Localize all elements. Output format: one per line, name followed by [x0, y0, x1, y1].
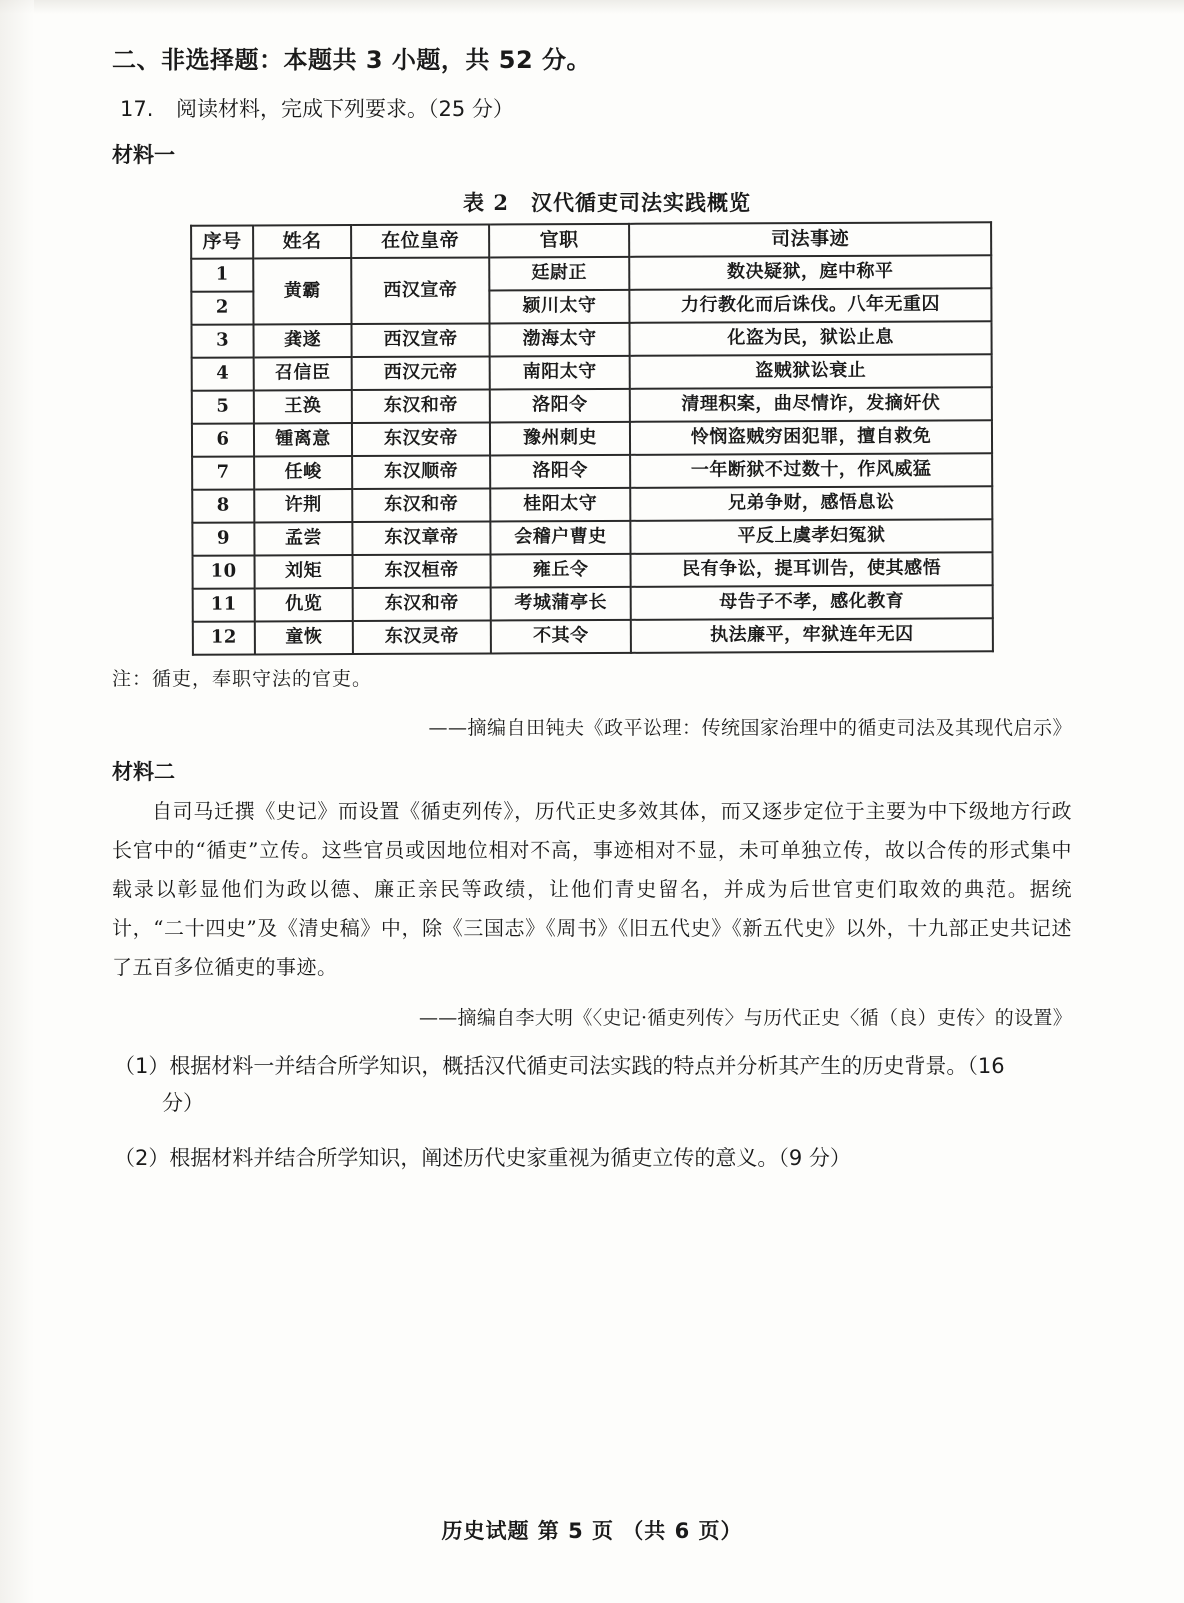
cell-emperor: 东汉安帝 [352, 422, 490, 456]
scan-edge-left [0, 0, 34, 1603]
cell-deed: 怜悯盗贼穷困犯罪，擅自救免 [630, 420, 992, 455]
cell-deed: 兄弟争财，感悟息讼 [630, 486, 992, 521]
cell-name: 许荆 [254, 489, 352, 522]
cell-emperor: 西汉宣帝 [351, 323, 489, 357]
sub-question-1 [112, 1048, 1072, 1122]
table-row [192, 486, 992, 522]
cell-index: 8 [192, 489, 254, 522]
cell-post: 渤海太守 [489, 323, 629, 357]
cell-index: 11 [193, 588, 255, 621]
table-row [193, 585, 993, 621]
question-number: 17. [120, 97, 154, 121]
cell-post: 豫州刺史 [490, 422, 630, 456]
table-row [192, 387, 992, 423]
cell-name: 孟尝 [254, 522, 352, 555]
table-header-row [191, 222, 991, 258]
cell-deed: 民有争讼，提耳训告，使其感悟 [631, 552, 993, 587]
cell-index: 7 [192, 456, 254, 489]
table-note: 注：循吏，奉职守法的官吏。 [112, 668, 373, 690]
cell-post: 考城蒲亭长 [491, 587, 631, 621]
question-17-stem [112, 93, 1072, 123]
table-row [192, 420, 992, 456]
sub-question-1-cont: 分） [162, 1090, 204, 1115]
cell-post: 廷尉正 [489, 257, 629, 291]
cell-name: 任峻 [254, 456, 352, 489]
cell-post: 雍丘令 [491, 554, 631, 588]
cell-name: 童恢 [255, 621, 353, 654]
cell-emperor: 东汉章帝 [352, 521, 490, 555]
table-block [112, 187, 1072, 654]
table-row [192, 519, 992, 555]
cell-deed: 力行教化而后诛伐。八年无重囚 [629, 288, 991, 323]
cell-emperor: 东汉和帝 [353, 587, 491, 621]
table-row [193, 618, 993, 654]
cell-deed: 母告子不孝，感化教育 [631, 585, 993, 620]
cell-deed: 化盗为民，狱讼止息 [629, 321, 991, 356]
table-body [191, 255, 993, 654]
cell-index: 3 [191, 324, 253, 357]
col-header-deed: 司法事迹 [629, 222, 991, 257]
col-header-emperor: 在位皇帝 [351, 224, 489, 258]
sub-question-2-text: 根据材料并结合所学知识，阐述历代史家重视为循吏立传的意义。（9 分） [169, 1145, 851, 1170]
cell-deed: 执法廉平，牢狱连年无囚 [631, 618, 993, 653]
scan-edge-top [0, 0, 1184, 14]
cell-deed: 盗贼狱讼衰止 [630, 354, 992, 389]
cell-emperor: 东汉顺帝 [352, 455, 490, 489]
sub-question-2-label: （2） [114, 1145, 170, 1170]
cell-deed: 一年断狱不过数十，作风威猛 [630, 453, 992, 488]
table-row [191, 321, 991, 357]
col-header-name: 姓名 [253, 225, 351, 258]
col-header-index: 序号 [191, 225, 253, 258]
page-content [112, 40, 1072, 1176]
cell-name: 王涣 [254, 390, 352, 423]
cell-post: 不其令 [491, 620, 631, 654]
cell-index: 5 [192, 390, 254, 423]
sub-question-1-label: （1） [114, 1054, 170, 1078]
cell-deed: 清理积案，曲尽情诈，发摘奸伏 [630, 387, 992, 422]
cell-name: 仇览 [255, 588, 353, 621]
sub-question-2 [112, 1140, 1072, 1177]
page-footer: 历史试题 第 5 页 （共 6 页） [441, 1519, 743, 1543]
material-two-label: 材料二 [112, 760, 175, 784]
cell-post: 洛阳令 [490, 455, 630, 489]
cell-index: 9 [192, 522, 254, 555]
cell-post: 南阳太守 [490, 356, 630, 390]
cell-post: 颍川太守 [489, 290, 629, 324]
cell-index: 4 [192, 357, 254, 390]
cell-emperor: 东汉和帝 [352, 488, 490, 522]
cell-post: 桂阳太守 [490, 488, 630, 522]
cell-emperor: 东汉和帝 [352, 389, 490, 423]
cell-emperor: 西汉宣帝 [351, 257, 489, 324]
cell-deed: 数决疑狱，庭中称平 [629, 255, 991, 290]
cell-index: 12 [193, 621, 255, 654]
cell-name: 黄霸 [253, 258, 351, 324]
cell-emperor: 东汉桓帝 [353, 554, 491, 588]
cell-post: 会稽户曹史 [490, 521, 630, 555]
cell-name: 刘矩 [255, 555, 353, 588]
cell-index: 2 [191, 291, 253, 324]
table-row [192, 354, 992, 390]
sub-question-1-text: 根据材料一并结合所学知识，概括汉代循吏司法实践的特点并分析其产生的历史背景。（16 [169, 1054, 1005, 1078]
section-heading: 二、非选择题：本题共 3 小题，共 52 分。 [112, 46, 592, 74]
material-two-source: ——摘编自李大明《〈史记·循吏列传〉与历代正史〈循（良）吏传〉的设置》 [418, 1007, 1072, 1029]
material-two-paragraph: 自司马迁撰《史记》而设置《循吏列传》，历代正史多效其体，而又逐步定位于主要为中下级地方行政长官中的“循吏”立传。这些官员或因地位相对不高，事迹相对不显，未可单独立传，故以合传的形式集中载录以彰显他们为政以德、廉正亲民等政绩，让他们青史留名，并成为后世官吏们取效的典范。据统计，“二十四史”及《清史稿》中，除《三国志》《周书》《旧五代史》《新五代史》以外，十九部正史共记述了五百多位循吏的事迹。 [112, 799, 1072, 979]
cell-index: 10 [193, 555, 255, 588]
material-one-source: ——摘编自田钝夫《政平讼理：传统国家治理中的循吏司法及其现代启示》 [428, 717, 1072, 739]
table-row [191, 255, 991, 291]
cell-emperor: 西汉元帝 [352, 356, 490, 390]
xunli-table [190, 221, 994, 655]
cell-deed: 平反上虞孝妇冤狱 [630, 519, 992, 554]
question-stem-text: 阅读材料，完成下列要求。（25 分） [176, 97, 514, 121]
material-one-label: 材料一 [112, 143, 175, 167]
cell-emperor: 东汉灵帝 [353, 620, 491, 654]
cell-post: 洛阳令 [490, 389, 630, 423]
cell-name: 锺离意 [254, 423, 352, 456]
table-row [192, 453, 992, 489]
cell-index: 6 [192, 423, 254, 456]
col-header-post: 官职 [489, 224, 629, 258]
cell-name: 龚遂 [253, 324, 351, 357]
cell-name: 召信臣 [254, 357, 352, 390]
table-title: 表 2 汉代循吏司法实践概览 [463, 190, 751, 215]
cell-index: 1 [191, 258, 253, 291]
table-row [193, 552, 993, 588]
